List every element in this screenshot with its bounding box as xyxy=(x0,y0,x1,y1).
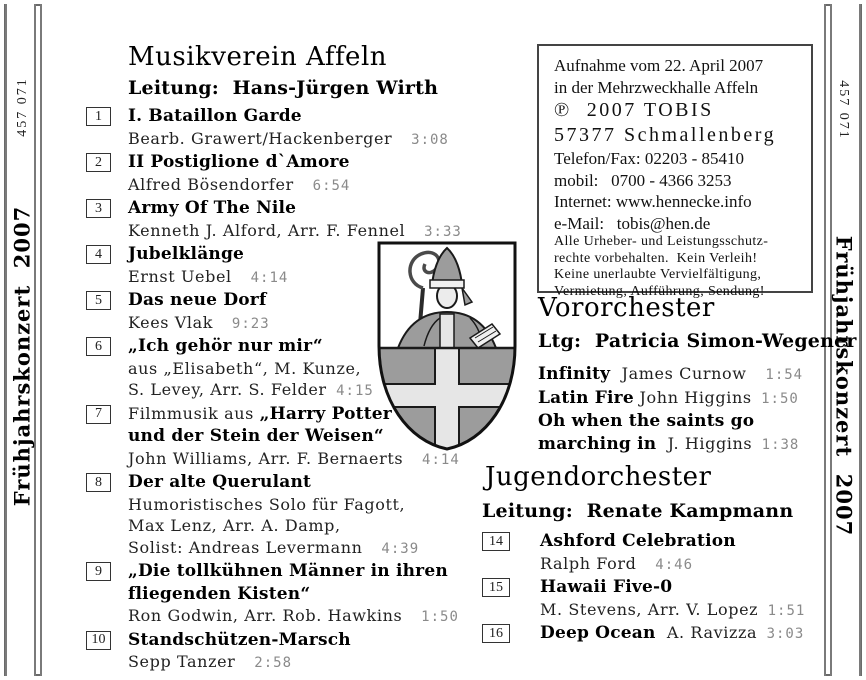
conductor-jugendorchester: Leitung: Renate Kampmann xyxy=(482,500,794,522)
track-credit: Humoristisches Solo für Fagott, xyxy=(128,494,406,514)
track-duration: 1:50 xyxy=(751,390,799,407)
heading-jugendorchester: Jugendorchester xyxy=(485,462,712,492)
track-duration: 6:54 xyxy=(293,177,351,194)
info-line: e-Mail: tobis@hen.de xyxy=(554,213,711,233)
track-duration: 4:14 xyxy=(403,451,460,468)
info-line: ℗ 2007 TOBIS xyxy=(554,99,714,121)
track-credit: Ernst Uebel xyxy=(128,266,232,286)
track-text xyxy=(128,105,522,151)
track-title: „Ich gehör nur mir“ xyxy=(128,336,323,356)
track-item xyxy=(86,197,522,243)
track-number: 16 xyxy=(482,624,510,643)
track-number-column xyxy=(482,622,540,643)
track-duration: 4:46 xyxy=(636,556,694,573)
track-title: Infinity xyxy=(538,364,611,384)
track-number: 9 xyxy=(86,562,111,581)
track-duration: 3:08 xyxy=(392,131,449,148)
track-title: Das neue Dorf xyxy=(128,290,267,310)
track-number: 1 xyxy=(86,107,111,126)
track-number: 15 xyxy=(482,578,510,597)
info-line: Vermietung, Aufführung, Sendung! xyxy=(554,283,765,299)
track-credit: Kenneth J. Alford, Arr. F. Fennel xyxy=(128,220,406,240)
track-duration: 3:03 xyxy=(757,626,805,642)
track-title: Ashford Celebration xyxy=(540,531,736,551)
track-text xyxy=(540,576,832,622)
track-number-column xyxy=(86,151,128,172)
track-credit: John Williams, Arr. F. Bernaerts xyxy=(128,448,404,468)
track-text xyxy=(540,622,832,646)
info-line: Aufnahme vom 22. April 2007 xyxy=(554,56,764,75)
track-duration: 1:54 xyxy=(746,367,804,383)
track-credit: Filmmusik aus xyxy=(128,403,260,423)
track-number-column xyxy=(86,403,128,424)
coat-of-arms-image xyxy=(374,238,520,459)
track-number-column xyxy=(86,471,128,492)
info-line: Telefon/Fax: 02203 - 85410 xyxy=(554,149,745,168)
track-text xyxy=(128,471,522,560)
info-line: Alle Urheber- und Leistungsschutz- xyxy=(554,234,769,249)
catalog-number-right: 457 071 xyxy=(836,80,851,140)
track-text xyxy=(128,151,522,197)
track-title: I. Bataillon Garde xyxy=(128,106,302,126)
track-number-column xyxy=(86,560,128,581)
track-title: Hawaii Five-0 xyxy=(540,577,673,597)
track-title: fliegenden Kisten“ xyxy=(128,583,311,604)
heading-musikverein: Musikverein Affeln xyxy=(128,42,388,72)
track-list-vororchester xyxy=(538,363,838,456)
track-number: 3 xyxy=(86,199,111,218)
catalog-number-left: 457 071 xyxy=(15,77,30,137)
track-credit: Bearb. Grawert/Hackenberger xyxy=(128,128,393,148)
track-number: 2 xyxy=(86,153,111,172)
track-title: Oh when the saints go xyxy=(538,411,755,431)
track-title: „Die tollkühnen Männer in ihren xyxy=(128,561,448,581)
track-number: 14 xyxy=(482,532,510,551)
info-line: rechte vorbehalten. Kein Verleih! xyxy=(554,250,758,266)
track-credit: Solist: Andreas Levermann xyxy=(128,537,363,557)
track-title: Jubelklänge xyxy=(128,244,245,264)
spine-title-right: Frühjahrskonzert 2007 xyxy=(831,235,857,537)
track-title: Army Of The Nile xyxy=(128,198,297,218)
track-item xyxy=(86,105,522,151)
track-item xyxy=(482,622,832,646)
track-number: 4 xyxy=(86,245,111,264)
track-number: 7 xyxy=(86,405,111,424)
track-item xyxy=(538,363,838,387)
spine-title-left: Frühjahrskonzert 2007 xyxy=(9,205,35,507)
track-credit: Max Lenz, Arr. A. Damp, xyxy=(128,516,341,535)
track-number-column xyxy=(482,576,540,597)
track-number-column xyxy=(86,197,128,218)
conductor-musikverein: Leitung: Hans-Jürgen Wirth xyxy=(128,77,439,99)
track-item xyxy=(482,530,832,576)
info-line: Keine unerlaubte Vervielfältigung, xyxy=(554,267,762,282)
track-title: und der Stein der Weisen“ xyxy=(128,426,384,446)
track-credit: Alfred Bösendorfer xyxy=(128,174,294,194)
coat-of-arms-affeln xyxy=(374,238,520,459)
track-duration: 1:50 xyxy=(402,609,459,625)
track-title: II Postiglione d`Amore xyxy=(128,152,350,172)
track-title: Standschützen-Marsch xyxy=(128,629,351,650)
track-credit: M. Stevens, Arr. V. Lopez xyxy=(540,599,759,619)
track-title: Latin Fire xyxy=(538,387,634,408)
track-duration: 3:33 xyxy=(405,223,462,240)
track-duration: 1:51 xyxy=(758,602,806,619)
track-duration: 2:58 xyxy=(235,655,292,671)
track-credit: Ron Godwin, Arr. Rob. Hawkins xyxy=(128,606,403,625)
track-item xyxy=(86,560,522,629)
track-credit: S. Levey, Arr. S. Felder xyxy=(128,380,327,399)
track-number-column xyxy=(86,105,128,126)
track-title: marching in xyxy=(538,433,657,454)
track-list-jugendorchester xyxy=(482,530,832,646)
track-credit: Ralph Ford xyxy=(540,553,637,573)
track-item xyxy=(538,410,838,456)
track-title: „Harry Potter xyxy=(259,403,392,424)
track-credit: Kees Vlak xyxy=(128,312,214,332)
track-duration: 4:15 xyxy=(326,383,374,399)
track-text xyxy=(128,629,522,675)
conductor-vororchester: Ltg: Patricia Simon-Wegener xyxy=(538,330,857,352)
track-credit: James Curnow xyxy=(610,364,747,383)
track-title: Deep Ocean xyxy=(540,623,656,643)
info-line: mobil: 0700 - 4366 3253 xyxy=(554,170,732,190)
track-number-column xyxy=(86,243,128,264)
track-number: 8 xyxy=(86,473,111,492)
info-line: Internet: www.hennecke.info xyxy=(554,192,752,211)
track-text xyxy=(128,560,522,629)
track-number-column xyxy=(86,335,128,356)
track-text xyxy=(538,363,838,387)
track-item xyxy=(538,387,838,411)
track-duration: 1:38 xyxy=(752,436,800,453)
info-line: 57377 Schmallenberg xyxy=(554,124,777,146)
recording-info-box xyxy=(537,44,813,299)
track-credit: aus „Elisabeth“, M. Kunze, xyxy=(128,358,362,378)
heading-vororchester: Vororchester xyxy=(538,293,715,323)
track-title: Der alte Querulant xyxy=(128,472,312,492)
info-line: in der Mehrzweckhalle Affeln xyxy=(554,77,759,97)
track-duration: 4:39 xyxy=(362,540,420,557)
track-text xyxy=(538,387,838,411)
track-credit: John Higgins xyxy=(633,387,752,407)
track-item xyxy=(482,576,832,622)
track-item xyxy=(86,629,522,675)
track-text xyxy=(540,530,832,576)
track-number-column xyxy=(86,629,128,650)
track-text xyxy=(538,410,838,456)
track-number-column xyxy=(86,289,128,310)
track-number: 10 xyxy=(86,631,111,650)
track-text xyxy=(128,197,522,243)
track-duration: 4:14 xyxy=(231,269,289,286)
track-item xyxy=(86,151,522,197)
track-credit: A. Ravizza xyxy=(655,623,758,642)
track-duration: 9:23 xyxy=(213,315,270,332)
track-credit: Sepp Tanzer xyxy=(128,652,236,671)
track-number: 6 xyxy=(86,337,111,356)
track-number-column xyxy=(482,530,540,551)
track-number: 5 xyxy=(86,291,111,310)
track-item xyxy=(86,471,522,560)
track-credit: J. Higgins xyxy=(656,433,753,453)
